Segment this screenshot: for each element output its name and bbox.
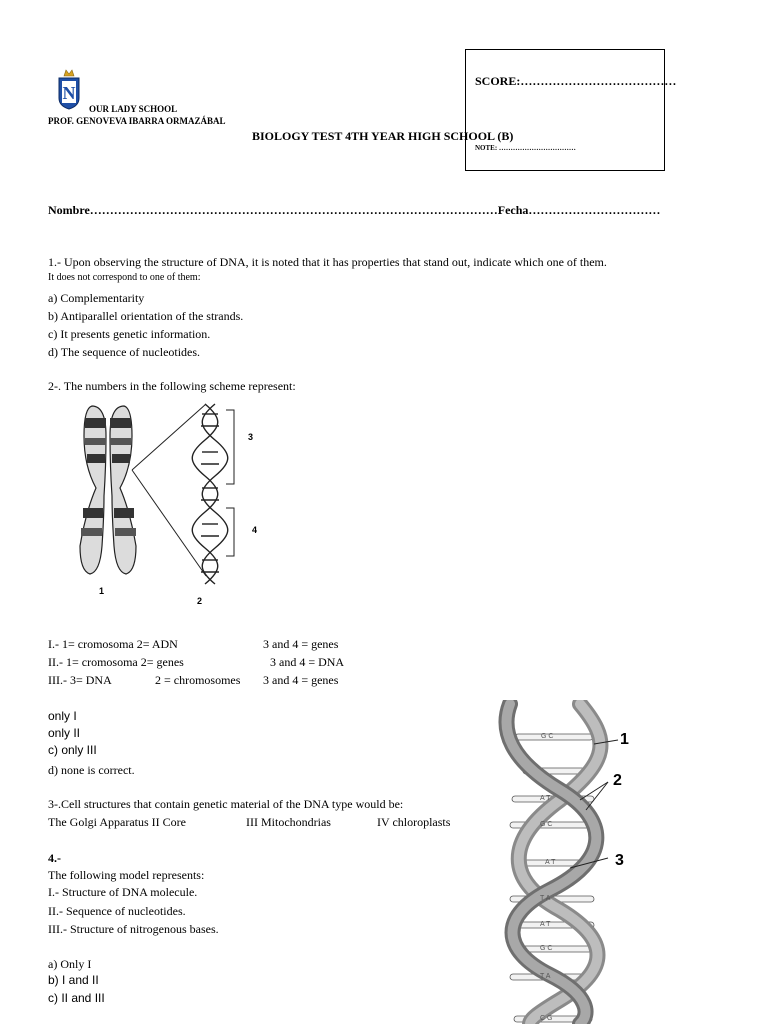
q3-item-1: The Golgi Apparatus II Core xyxy=(48,815,186,829)
svg-text:N: N xyxy=(62,83,76,103)
base-pair-label: A T xyxy=(545,859,556,866)
page-title: BIOLOGY TEST 4TH YEAR HIGH SCHOOL (B) xyxy=(252,129,514,143)
q1-stem: 1.- Upon observing the structure of DNA, it is noted that it has properties that stand out, indicate which one of them. xyxy=(48,255,607,269)
base-pair-label: C G xyxy=(540,1015,553,1022)
q4-stem: The following model represents: xyxy=(48,868,205,882)
note-field[interactable]: NOTE: …………………………… xyxy=(475,144,576,152)
q4-item-1: I.- Structure of DNA molecule. xyxy=(48,885,198,899)
q3-stem: 3-.Cell structures that contain genetic material of the DNA type would be: xyxy=(48,797,404,811)
dna-helix-icon xyxy=(192,404,228,584)
q2-option-c[interactable]: c) only III xyxy=(48,743,97,757)
figure-label-3: 3 xyxy=(248,432,254,442)
q3-item-4: IV chloroplasts xyxy=(377,815,451,829)
q2-statement-1-genes: 3 and 4 = genes xyxy=(263,637,339,651)
q1-sub: It does not correspond to one of them: xyxy=(48,272,201,283)
q4-option-b[interactable]: b) I and II xyxy=(48,973,99,987)
q1-option-d[interactable]: d) The sequence of nucleotides. xyxy=(48,345,201,359)
q4-item-2: II.- Sequence of nucleotides. xyxy=(48,904,186,918)
q4-item-3: III.- Structure of nitrogenous bases. xyxy=(48,922,219,936)
figure-label-1: 1 xyxy=(99,586,105,596)
q1-option-c[interactable]: c) It presents genetic information. xyxy=(48,327,211,341)
base-pair-label: A T xyxy=(540,795,551,802)
teacher-name: PROF. GENOVEVA IBARRA ORMAZÁBAL xyxy=(48,116,226,126)
figure-label-4: 4 xyxy=(252,525,258,535)
q2-statement-3-genes: 3 and 4 = genes xyxy=(263,673,339,687)
q3-item-3: III Mitochondrias xyxy=(246,815,331,829)
crown-icon xyxy=(64,70,74,76)
q2-statement-1: I.- 1= cromosoma 2= ADN xyxy=(48,637,178,651)
q2-statement-2-dna: 3 and 4 = DNA xyxy=(270,655,345,669)
q2-option-2[interactable]: only II xyxy=(48,726,81,740)
school-logo xyxy=(56,68,82,115)
name-date-field[interactable]: Nombre…………………………………………………………………………………………Fecha…………………………… xyxy=(48,203,661,217)
figure-label-2: 2 xyxy=(197,596,203,606)
base-pair-label: G C xyxy=(541,733,554,740)
q1-option-b[interactable]: b) Antiparallel orientation of the strands. xyxy=(48,309,244,323)
q2-statement-3-chromosomes: 2 = chromosomes xyxy=(155,673,241,687)
shield-icon xyxy=(59,78,79,109)
q4-option-a[interactable]: a) Only I xyxy=(48,957,92,971)
q2-stem: 2-. The numbers in the following scheme represent: xyxy=(48,379,296,393)
base-pair-label: G C xyxy=(540,821,553,828)
q2-option-d[interactable]: d) none is correct. xyxy=(48,763,135,777)
dna-model-label-1: 1 xyxy=(620,731,629,748)
q2-option-1[interactable]: only I xyxy=(48,709,77,723)
chromosome-icon xyxy=(80,406,136,574)
score-box xyxy=(465,49,677,171)
school-name: OUR LADY SCHOOL xyxy=(89,104,178,114)
base-pair-label: G C xyxy=(540,945,553,952)
q2-statement-2: II.- 1= cromosoma 2= genes xyxy=(48,655,184,669)
score-field[interactable]: SCORE:………………………………… xyxy=(475,74,677,88)
chromosome-dna-figure xyxy=(62,396,292,618)
dna-model-label-3: 3 xyxy=(615,852,624,869)
q4-number: 4.- xyxy=(48,851,61,865)
dna-model-label-2: 2 xyxy=(613,772,622,789)
base-pair-label: T A xyxy=(540,895,551,902)
q4-option-c[interactable]: c) II and III xyxy=(48,991,105,1005)
base-pair-label: T A xyxy=(540,973,551,980)
base-pair-label: A T xyxy=(540,921,551,928)
q2-statement-3: III.- 3= DNA xyxy=(48,673,112,687)
q1-option-a[interactable]: a) Complementarity xyxy=(48,291,145,305)
